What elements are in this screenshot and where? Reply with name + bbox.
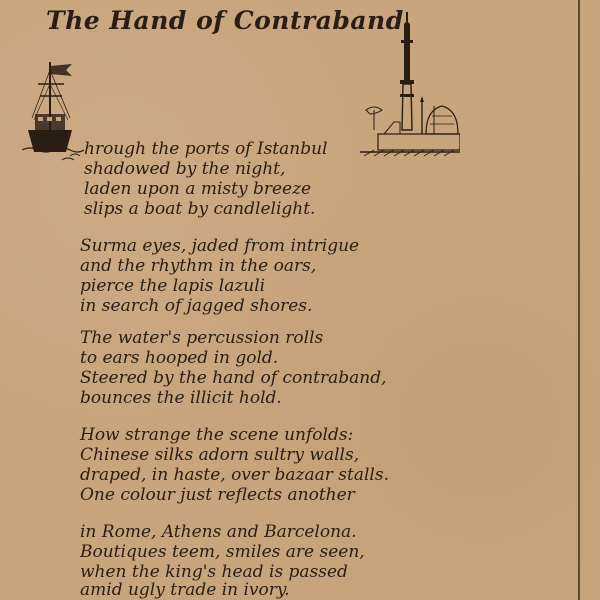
stanza-1-line-3: laden upon a misty breeze	[84, 179, 312, 199]
stanza-4-line-4: One colour just reflects another	[80, 485, 355, 505]
stanza-4-line-1: How strange the scene unfolds:	[80, 425, 354, 445]
stanza-3-line-2: to ears hooped in gold.	[80, 348, 279, 368]
page-edge-rule	[578, 0, 580, 600]
stanza-4-line-3: draped, in haste, over bazaar stalls.	[80, 465, 389, 485]
poem-title: The Hand of Contraband	[46, 6, 404, 35]
stanza-2-line-4: in search of jagged shores.	[80, 296, 313, 316]
ship-illustration	[22, 60, 84, 162]
stanza-2-line-1: Surma eyes, jaded from intrigue	[80, 236, 360, 256]
stanza-5-line-2: Boutiques teem, smiles are seen,	[80, 542, 365, 562]
stanza-1-line-2: shadowed by the night,	[84, 159, 286, 179]
stanza-1-line-4: slips a boat by candlelight.	[84, 199, 316, 219]
stanza-3-line-4: bounces the illicit hold.	[80, 388, 282, 408]
stanza-5-line-1: in Rome, Athens and Barcelona.	[80, 522, 357, 542]
stanza-3-line-1: The water's percussion rolls	[80, 328, 324, 348]
stanza-5-line-3: when the king's head is passed	[80, 562, 348, 582]
stanza-2-line-2: and the rhythm in the oars,	[80, 256, 317, 276]
stanza-1-line-1: hrough the ports of Istanbul	[84, 139, 328, 159]
stanza-5-line-4: amid ugly trade in ivory.	[80, 580, 290, 600]
stanza-4-line-2: Chinese silks adorn sultry walls,	[80, 445, 360, 465]
minaret-skyline-illustration	[360, 10, 460, 160]
stanza-3-line-3: Steered by the hand of contraband,	[80, 368, 387, 388]
stanza-2-line-3: pierce the lapis lazuli	[80, 276, 266, 296]
